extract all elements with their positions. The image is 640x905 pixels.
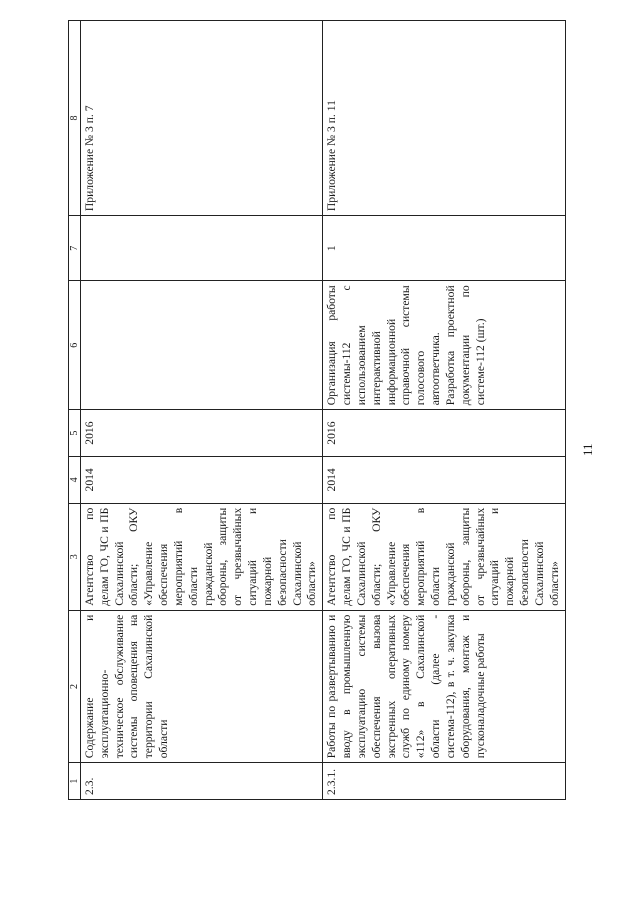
start-year: 2014 [323, 456, 565, 503]
measure-name: Работы по развертыванию и вводу в промышленную эксплуатацию системы обеспечения вызова экстренных оперативных служб по единому номеру «112» в Сахалинской области (далее - система-112), в т. ч. закупка оборудования, монтаж и пусконаладочные работы [323, 610, 565, 763]
executor: Агентство по делам ГО, ЧС и ПБ Сахалинской области; ОКУ «Управление обеспечения мероприятий в области гражданской обороны, защиты от чрезвычайных ситуаций и пожарной безопасности Сахалинской области» [81, 503, 323, 610]
header-col-7: 7 [69, 216, 81, 281]
header-col-6: 6 [69, 281, 81, 410]
expected-result [81, 281, 323, 410]
indicator-value: 1 [323, 216, 565, 281]
table-header-row [69, 21, 81, 800]
indicator-value [81, 216, 323, 281]
expected-result: Организация работы системы-112 с использованием интерактивной информационной справочной системы голосового автоответчика. Разработка проектной документации по системе-112 (шт.) [323, 281, 565, 410]
header-col-1: 1 [69, 763, 81, 800]
table-row [81, 21, 323, 800]
header-col-8: 8 [69, 21, 81, 216]
appendix-reference: Приложение № 3 п. 7 [81, 21, 323, 216]
executor: Агентство по делам ГО, ЧС и ПБ Сахалинской области; ОКУ «Управление обеспечения мероприятий в области гражданской обороны, защиты от чрезвычайных ситуаций и пожарной безопасности Сахалинской области» [323, 503, 565, 610]
measures-table [68, 20, 566, 800]
table-row [323, 21, 565, 800]
appendix-reference: Приложение № 3 п. 11 [323, 21, 565, 216]
end-year: 2016 [81, 410, 323, 457]
page-number: 11 [580, 443, 595, 456]
header-col-3: 3 [69, 503, 81, 610]
row-number: 2.3. [81, 763, 323, 800]
header-col-4: 4 [69, 456, 81, 503]
measure-name: Содержание и эксплуатационно-техническое обслуживание системы оповещения на территории Сахалинской области [81, 610, 323, 763]
end-year: 2016 [323, 410, 565, 457]
start-year: 2014 [81, 456, 323, 503]
row-number: 2.3.1. [323, 763, 565, 800]
header-col-2: 2 [69, 610, 81, 763]
header-col-5: 5 [69, 410, 81, 457]
